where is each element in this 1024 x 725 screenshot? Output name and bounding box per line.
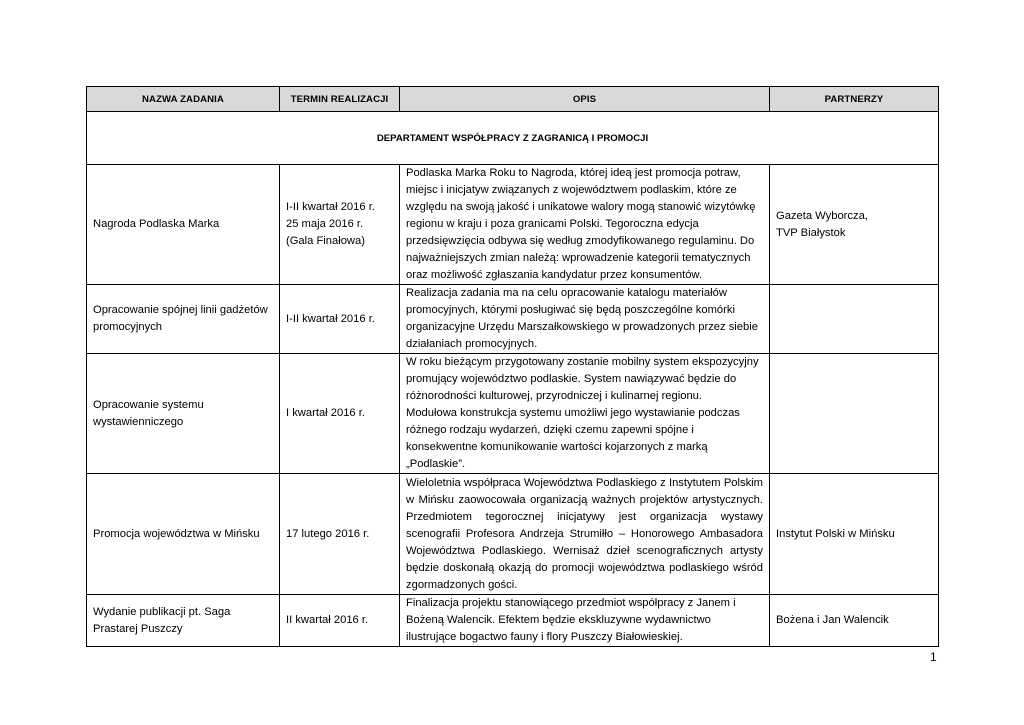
task-cell [87,595,280,647]
task-line: Promocja województwa w Mińsku [93,527,260,540]
department-title: DEPARTAMENT WSPÓŁPRACY Z ZAGRANICĄ I PROMOCJI [87,112,939,165]
term-cell [280,354,400,474]
partners-cell [770,285,939,354]
term-line: I-II kwartał 2016 r. [286,312,375,325]
description-line: Realizacja zadania ma na celu opracowanie katalogu materiałów [406,287,727,299]
header-description: OPIS [400,87,770,112]
partner-line: Bożena i Jan Walencik [776,614,889,626]
description-cell [400,285,770,354]
partner-line: Gazeta Wyborcza, [776,209,868,222]
description-line: W roku bieżącym przygotowany zostanie mobilny system ekspozycyjny [406,356,759,368]
partners-cell [770,474,939,595]
description-line: najważniejszych zmian należą: wprowadzenie kategorii tematycznych [406,252,751,264]
department-row [87,112,939,165]
description-text: Wieloletnia współpraca Województwa Podlaskiego z Instytutem Polskim w Mińsku zaowocowała organizacją ważnych projektów artystycznych. Przedmiotem tegorocznej inicjatywy jest organizacja wystawy scenografii Profesora Andrzeja Strumiłło – Honorowego Ambasadora Województwa Podlaskiego. Wernisaż dzieł scenograficznych artysty będzie doskonałą okazją do promocji województwa podlaskiego wśród zgormadzonych gości. [406,476,763,591]
term-cell [280,285,400,354]
task-line: Prastarej Puszczy [93,622,183,635]
term-line: 17 lutego 2016 r. [286,527,370,540]
description-line: promocyjnych, którymi posługiwać się będą poszczególne komórki [406,304,735,316]
description-line: przedsięwzięcia odbywa się według zmodyfikowanego regulaminu. Do [406,235,755,247]
header-term: TERMIN REALIZACJI [280,87,400,112]
description-line: różnorodności kulturowej, przyrodniczej i kulinarnej regionu. [406,390,702,402]
description-line: względu na swoją jakość i unikatowe walory mogą stanowić wizytówkę [406,201,756,213]
task-line: wystawienniczego [93,415,184,428]
description-line: działaniach promocyjnych. [406,338,538,350]
partners-cell [770,595,939,647]
term-line: 25 maja 2016 r. [286,218,364,230]
description-line: promujący województwo podlaskie. System nawiązywać będzie do [406,373,737,385]
header-row [87,87,939,112]
term-cell [280,595,400,647]
description-cell [400,595,770,647]
task-line: Opracowanie spójnej linii gadżetów [93,304,268,316]
task-cell [87,285,280,354]
table-row [87,354,939,474]
description-line: oraz możliwość zgłaszania kandydatur przez konsumentów. [406,269,702,281]
description-line: Podlaska Marka Roku to Nagroda, której ideą jest promocja potraw, [406,167,741,179]
description-line: miejsc i inicjatyw związanych z województwem podlaskim, które ze [406,184,737,196]
header-partners: PARTNERZY [770,87,939,112]
table-row [87,285,939,354]
task-line: Wydanie publikacji pt. Saga [93,605,231,618]
description-line: Bożeną Walencik. Efektem będzie ekskluzywne wydawnictwo [406,614,711,626]
description-line: organizacyjne Urzędu Marszałkowskiego w prowadzonych przez siebie [406,321,758,333]
term-line: II kwartał 2016 r. [286,614,369,626]
term-line: (Gala Finałowa) [286,235,365,247]
partner-line: Instytut Polski w Mińsku [776,527,895,540]
partners-cell [770,354,939,474]
header-task: NAZWA ZADANIA [87,87,280,112]
description-cell [400,354,770,474]
term-cell [280,474,400,595]
tasks-table [86,86,939,647]
description-line: Finalizacja projektu stanowiącego przedmiot współpracy z Janem i [406,597,736,609]
term-line: I kwartał 2016 r. [286,407,365,419]
partners-cell [770,165,939,285]
task-cell [87,474,280,595]
partner-line: TVP Białystok [776,226,846,239]
task-cell [87,165,280,285]
description-line: „Podlaskie”. [406,458,466,470]
page-number: 1 [930,650,937,664]
table-row [87,165,939,285]
description-line: ilustrujące bogactwo fauny i flory Puszczy Białowieskiej. [406,631,683,643]
task-line: Opracowanie systemu [93,398,204,411]
description-line: różnego rodzaju wydarzeń, dzięki czemu zapewni spójne i [406,424,694,436]
description-line: konsekwentne komunikowanie wartości kojarzonych z marką [406,441,708,453]
task-line: promocyjnych [93,321,163,333]
description-line: Modułowa konstrukcja systemu umożliwi jego wystawianie podczas [406,407,740,419]
term-line: I-II kwartał 2016 r. [286,201,375,213]
description-cell [400,165,770,285]
task-cell [87,354,280,474]
description-cell [400,474,770,595]
table-row [87,474,939,595]
task-line: Nagroda Podlaska Marka [93,218,220,230]
description-line: regionu w kraju i poza granicami Polski. Tegoroczna edycja [406,218,699,230]
table-row [87,595,939,647]
term-cell [280,165,400,285]
